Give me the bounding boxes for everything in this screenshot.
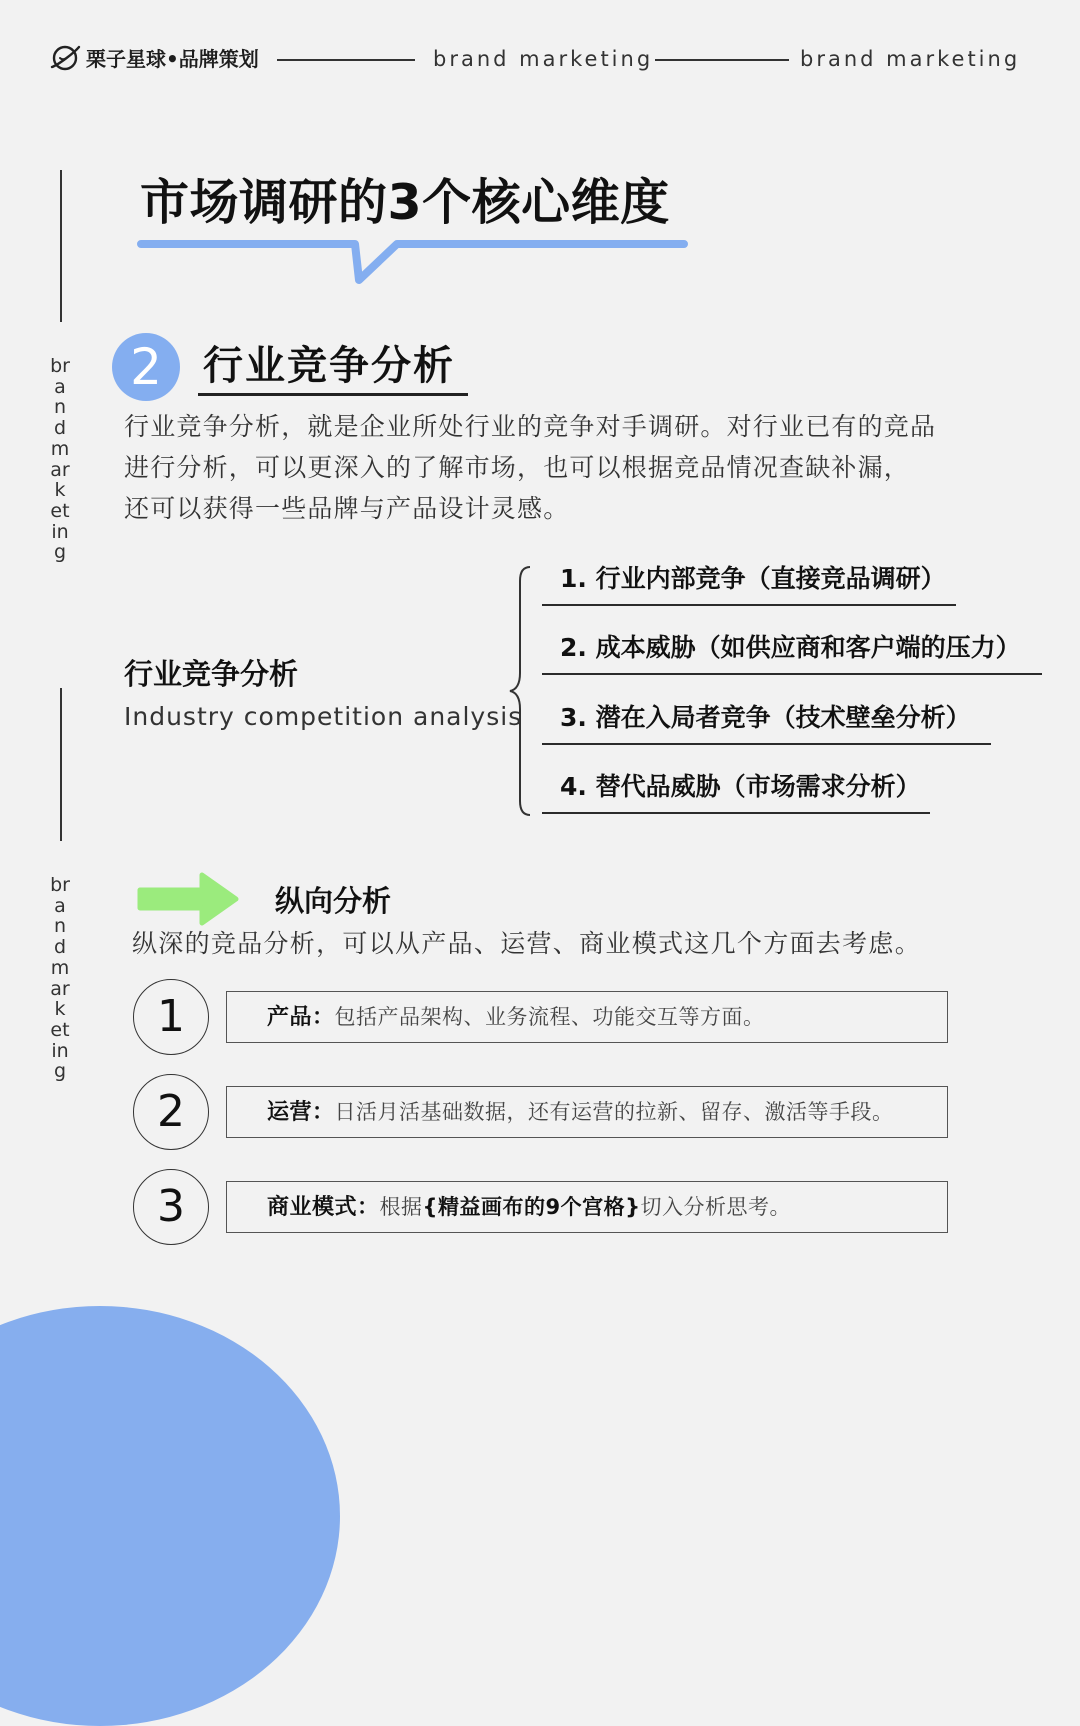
intro-text-line: 行业竞争分析，就是企业所处行业的竞争对手调研。对行业已有的竞品 — [124, 412, 937, 441]
competition-factor: 2. 成本威胁（如供应商和客户端的压力） — [560, 633, 1021, 662]
factor-underline — [542, 743, 991, 745]
title-underline-pointer — [135, 234, 690, 292]
page-title: 市场调研的3个核心维度 — [140, 174, 670, 231]
factor-underline — [542, 812, 930, 814]
item-number-circle: 3 — [133, 1169, 209, 1245]
intro-text-line: 还可以获得一些品牌与产品设计灵感。 — [124, 494, 570, 523]
side-divider — [60, 170, 62, 322]
side-vertical-text: brand marketing — [50, 355, 70, 564]
vertical-analysis-description: 纵深的竞品分析，可以从产品、运营、商业模式这几个方面去考虑。 — [132, 929, 922, 958]
decorative-corner-shape — [0, 1306, 340, 1726]
section-number-badge: 2 — [112, 333, 180, 401]
item-label: 产品： — [267, 1005, 335, 1030]
header-tagline-2: brand marketing — [800, 47, 1021, 71]
factor-underline — [542, 673, 1042, 675]
side-vertical-text: brand marketing — [50, 874, 70, 1083]
item-text-emphasis: {精益画布的9个宫格} — [422, 1195, 641, 1219]
item-text: 根据 — [379, 1195, 423, 1219]
curly-brace — [506, 565, 536, 817]
item-label: 运营： — [267, 1100, 335, 1125]
item-text: 包括产品架构、业务流程、功能交互等方面。 — [334, 1005, 765, 1029]
competition-label-cn: 行业竞争分析 — [124, 657, 299, 691]
section-title-underline — [198, 393, 468, 396]
analysis-item-box — [226, 1086, 948, 1138]
item-text: 切入分析思考。 — [640, 1195, 792, 1219]
intro-text-line: 进行分析，可以更深入的了解市场，也可以根据竞品情况查缺补漏， — [124, 453, 911, 482]
analysis-item-box — [226, 1181, 948, 1233]
vertical-analysis-title: 纵向分析 — [275, 884, 392, 918]
competition-factor: 3. 潜在入局者竞争（技术壁垒分析） — [560, 703, 971, 732]
item-label: 商业模式： — [267, 1195, 380, 1220]
section-title: 行业竞争分析 — [203, 343, 455, 389]
side-divider — [60, 688, 62, 841]
factor-underline — [542, 604, 956, 606]
planet-logo-icon — [48, 41, 82, 75]
header-tagline-1: brand marketing — [433, 47, 654, 71]
analysis-item-box — [226, 991, 948, 1043]
competition-factor: 4. 替代品威胁（市场需求分析） — [560, 772, 921, 801]
header-divider — [277, 59, 415, 61]
item-number-circle: 1 — [133, 979, 209, 1055]
green-arrow-icon — [134, 872, 240, 926]
competition-label-en: Industry competition analysis — [124, 702, 523, 731]
brand-name: 栗子星球•品牌策划 — [86, 47, 259, 71]
item-number-circle: 2 — [133, 1074, 209, 1150]
competition-factor: 1. 行业内部竞争（直接竞品调研） — [560, 564, 946, 593]
item-text: 日活月活基础数据，还有运营的拉新、留存、激活等手段。 — [334, 1100, 894, 1124]
header-divider — [655, 59, 789, 61]
